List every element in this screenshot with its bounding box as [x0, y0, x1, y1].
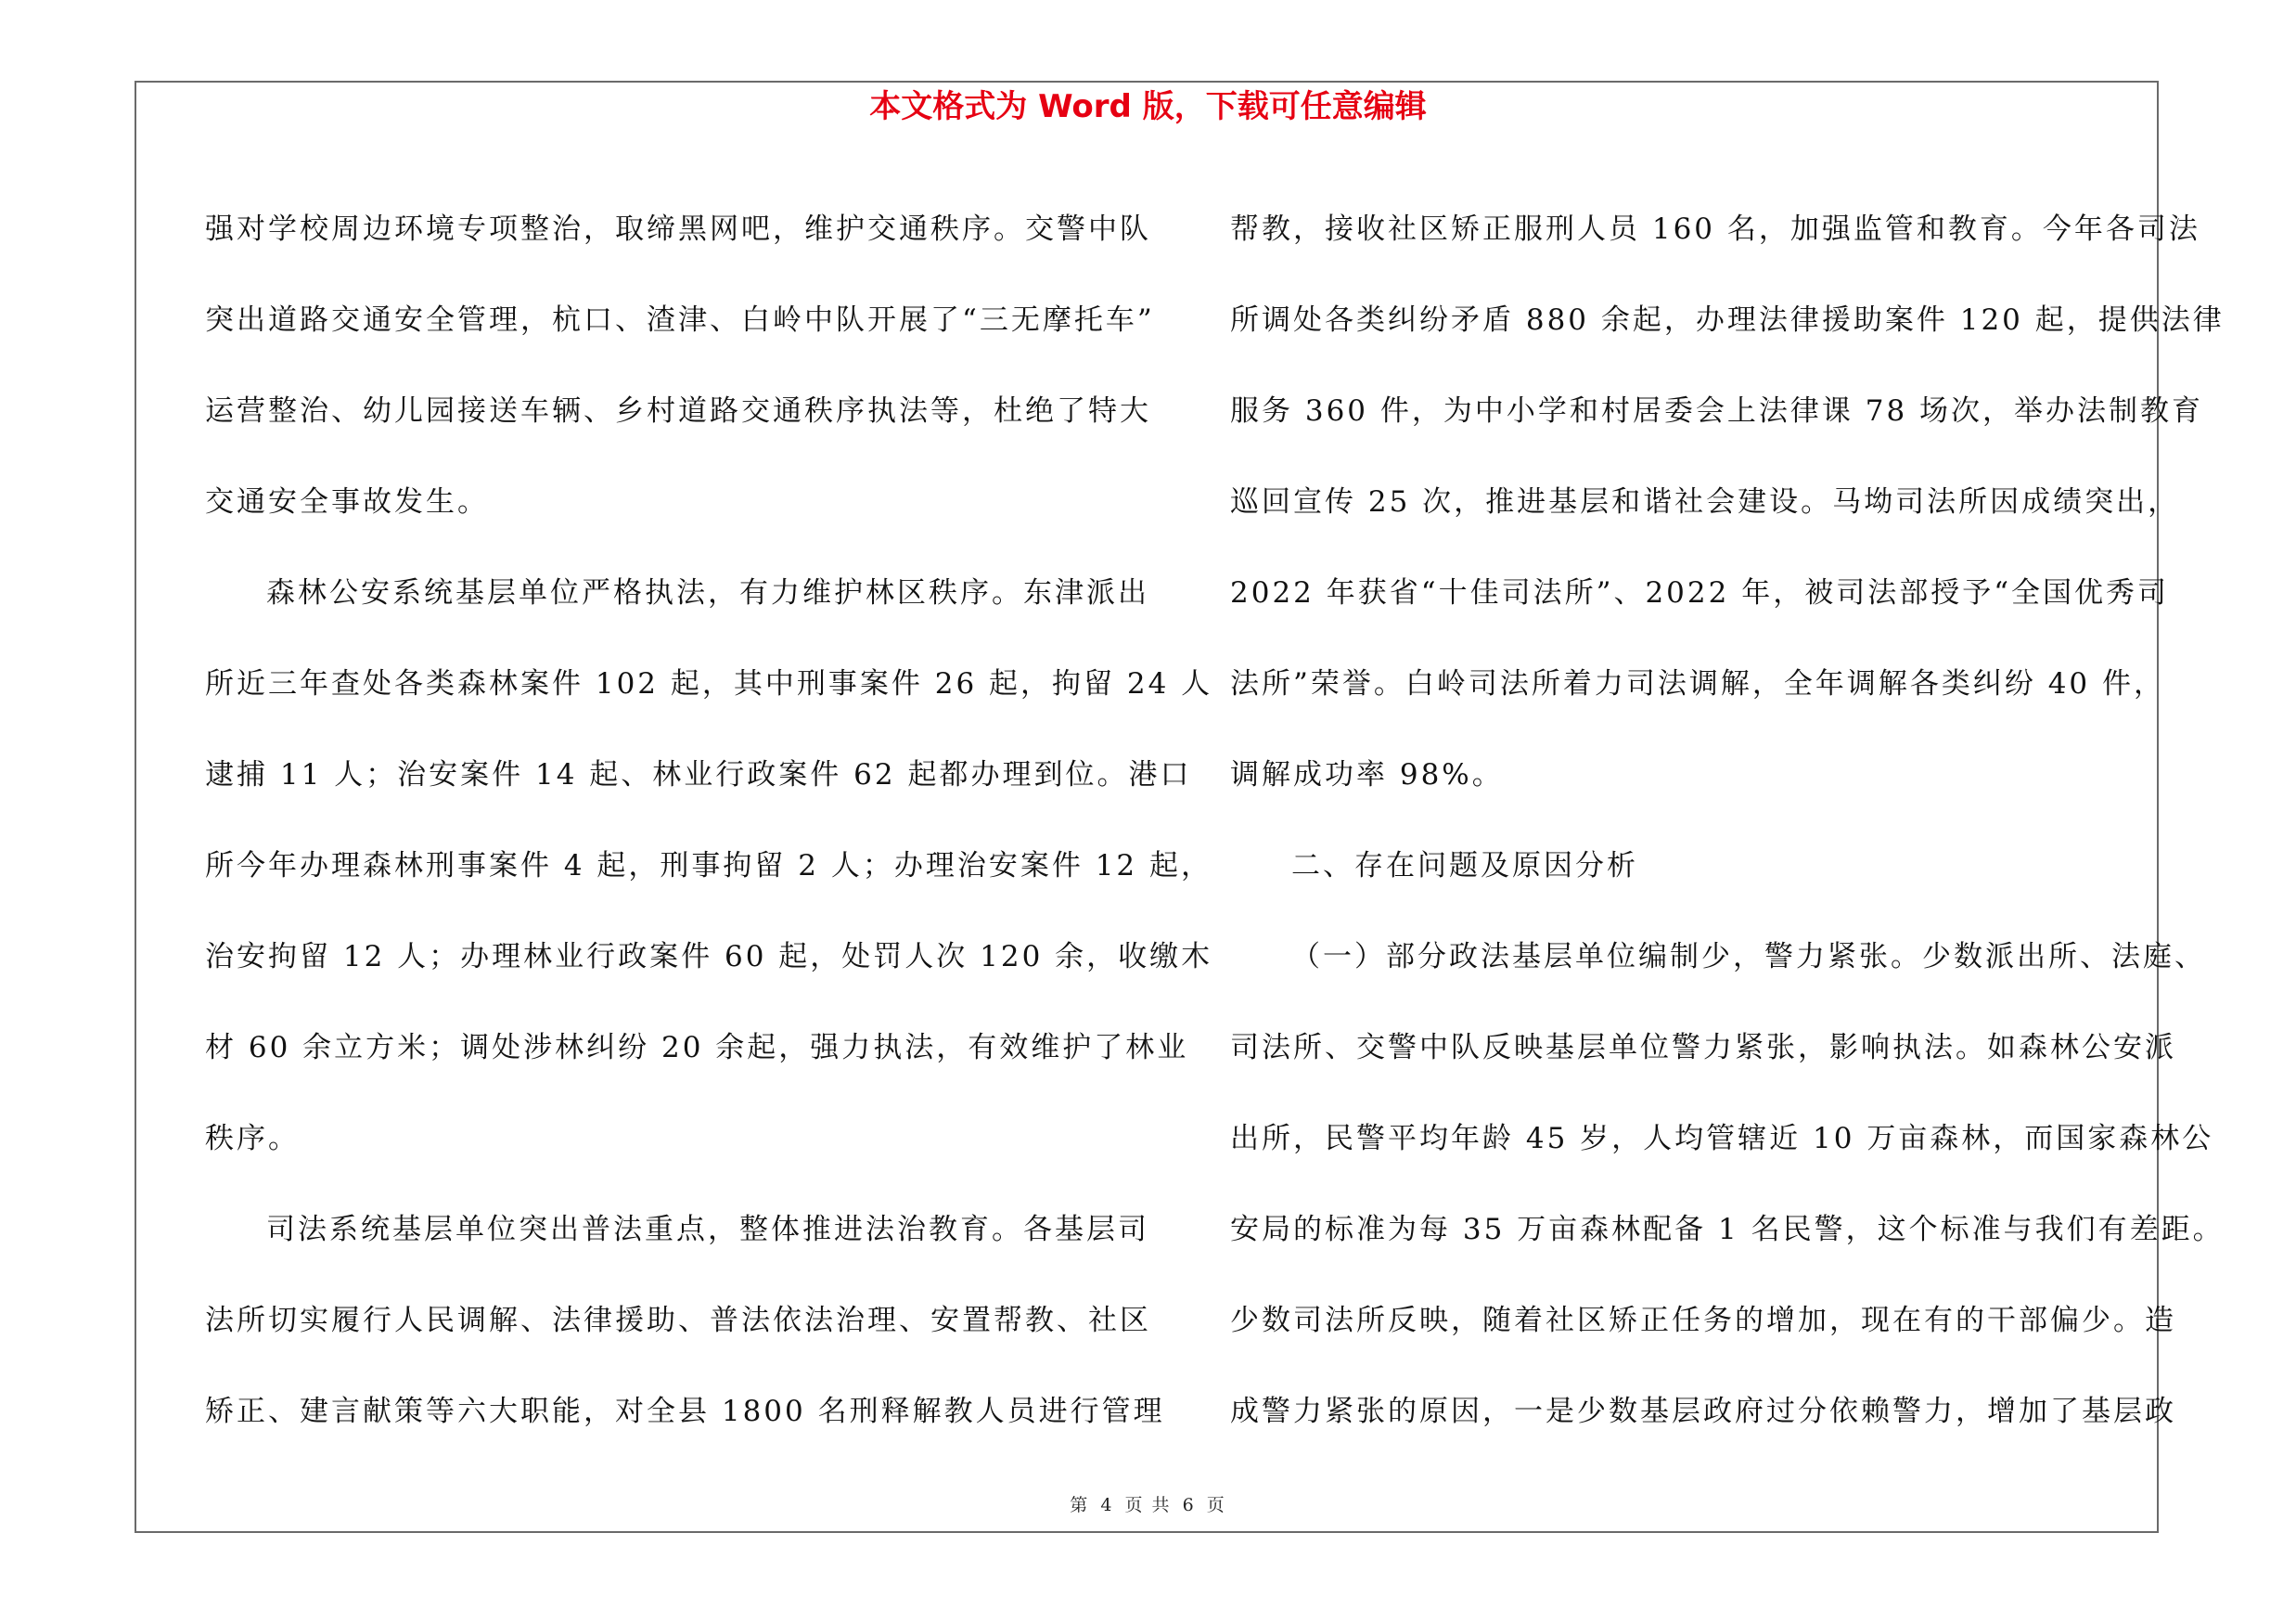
left-column — [205, 184, 1213, 1457]
text-line: 安局的标准为每 35 万亩森林配备 1 名民警，这个标准与我们有差距。 — [1230, 1213, 2225, 1246]
text-line: 调解成功率 98%。 — [1230, 758, 1504, 792]
text-line: 少数司法所反映，随着社区矫正任务的增加，现在有的干部偏少。造 — [1230, 1304, 2176, 1337]
footer-total-pages: 6 — [1182, 1495, 1196, 1515]
text-line: 服务 360 件，为中小学和村居委会上法律课 78 场次，举办法制教育 — [1230, 394, 2204, 428]
text-line: 法所”荣誉。白岭司法所着力司法调解，全年调解各类纠纷 40 件， — [1230, 667, 2165, 701]
right-column — [1230, 184, 2225, 1457]
paragraph-first-line: 森林公安系统基层单位严格执法，有力维护林区秩序。东津派出 — [266, 576, 1149, 610]
text-line: 巡回宣传 25 次，推进基层和谐社会建设。马坳司法所因成绩突出， — [1230, 485, 2180, 519]
footer-middle: 页 共 — [1124, 1495, 1172, 1515]
footer-prefix: 第 — [1070, 1495, 1090, 1515]
paragraph-first-line: 司法系统基层单位突出普法重点，整体推进法治教育。各基层司 — [266, 1213, 1149, 1246]
section-heading: 二、存在问题及原因分析 — [1291, 849, 1638, 882]
text-line: 司法所、交警中队反映基层单位警力紧张，影响执法。如森林公安派 — [1230, 1031, 2176, 1064]
text-line: 交通安全事故发生。 — [205, 485, 489, 519]
text-line: 强对学校周边环境专项整治，取缔黑网吧，维护交通秩序。交警中队 — [205, 213, 1151, 246]
page-number-footer — [0, 1494, 2296, 1516]
footer-current-page: 4 — [1100, 1495, 1114, 1515]
text-line: 秩序。 — [205, 1122, 300, 1155]
text-line: 逮捕 11 人；治安案件 14 起、林业行政案件 62 起都办理到位。港口 — [205, 758, 1192, 792]
text-line: 治安拘留 12 人；办理林业行政案件 60 起，处罚人次 120 余，收缴木 — [205, 940, 1213, 973]
text-line: 材 60 余立方米；调处涉林纠纷 20 余起，强力执法，有效维护了林业 — [205, 1031, 1189, 1064]
footer-suffix: 页 — [1206, 1495, 1226, 1515]
text-line: 2022 年获省“十佳司法所”、2022 年，被司法部授予“全国优秀司 — [1230, 576, 2170, 610]
text-line: 突出道路交通安全管理，杭口、渣津、白岭中队开展了“三无摩托车” — [205, 303, 1155, 337]
header-banner: 本文格式为 Word 版，下载可任意编辑 — [869, 88, 1427, 125]
text-line: 所调处各类纠纷矛盾 880 余起，办理法律援助案件 120 起，提供法律 — [1230, 303, 2225, 337]
text-line: 成警力紧张的原因，一是少数基层政府过分依赖警力，增加了基层政 — [1230, 1395, 2176, 1428]
text-line: 矫正、建言献策等六大职能，对全县 1800 名刑释解教人员进行管理 — [205, 1395, 1165, 1428]
text-line: 所今年办理森林刑事案件 4 起，刑事拘留 2 人；办理治安案件 12 起， — [205, 849, 1213, 882]
text-line: 法所切实履行人民调解、法律援助、普法依法治理、安置帮教、社区 — [205, 1304, 1151, 1337]
text-line: 运营整治、幼儿园接送车辆、乡村道路交通秩序执法等，杜绝了特大 — [205, 394, 1151, 428]
text-line: 帮教，接收社区矫正服刑人员 160 名，加强监管和教育。今年各司法 — [1230, 213, 2200, 246]
text-line: 所近三年查处各类森林案件 102 起，其中刑事案件 26 起，拘留 24 人 — [205, 667, 1213, 701]
paragraph-first-line: （一）部分政法基层单位编制少，警力紧张。少数派出所、法庭、 — [1291, 940, 2206, 973]
text-line: 出所，民警平均年龄 45 岁，人均管辖近 10 万亩森林，而国家森林公 — [1230, 1122, 2214, 1155]
